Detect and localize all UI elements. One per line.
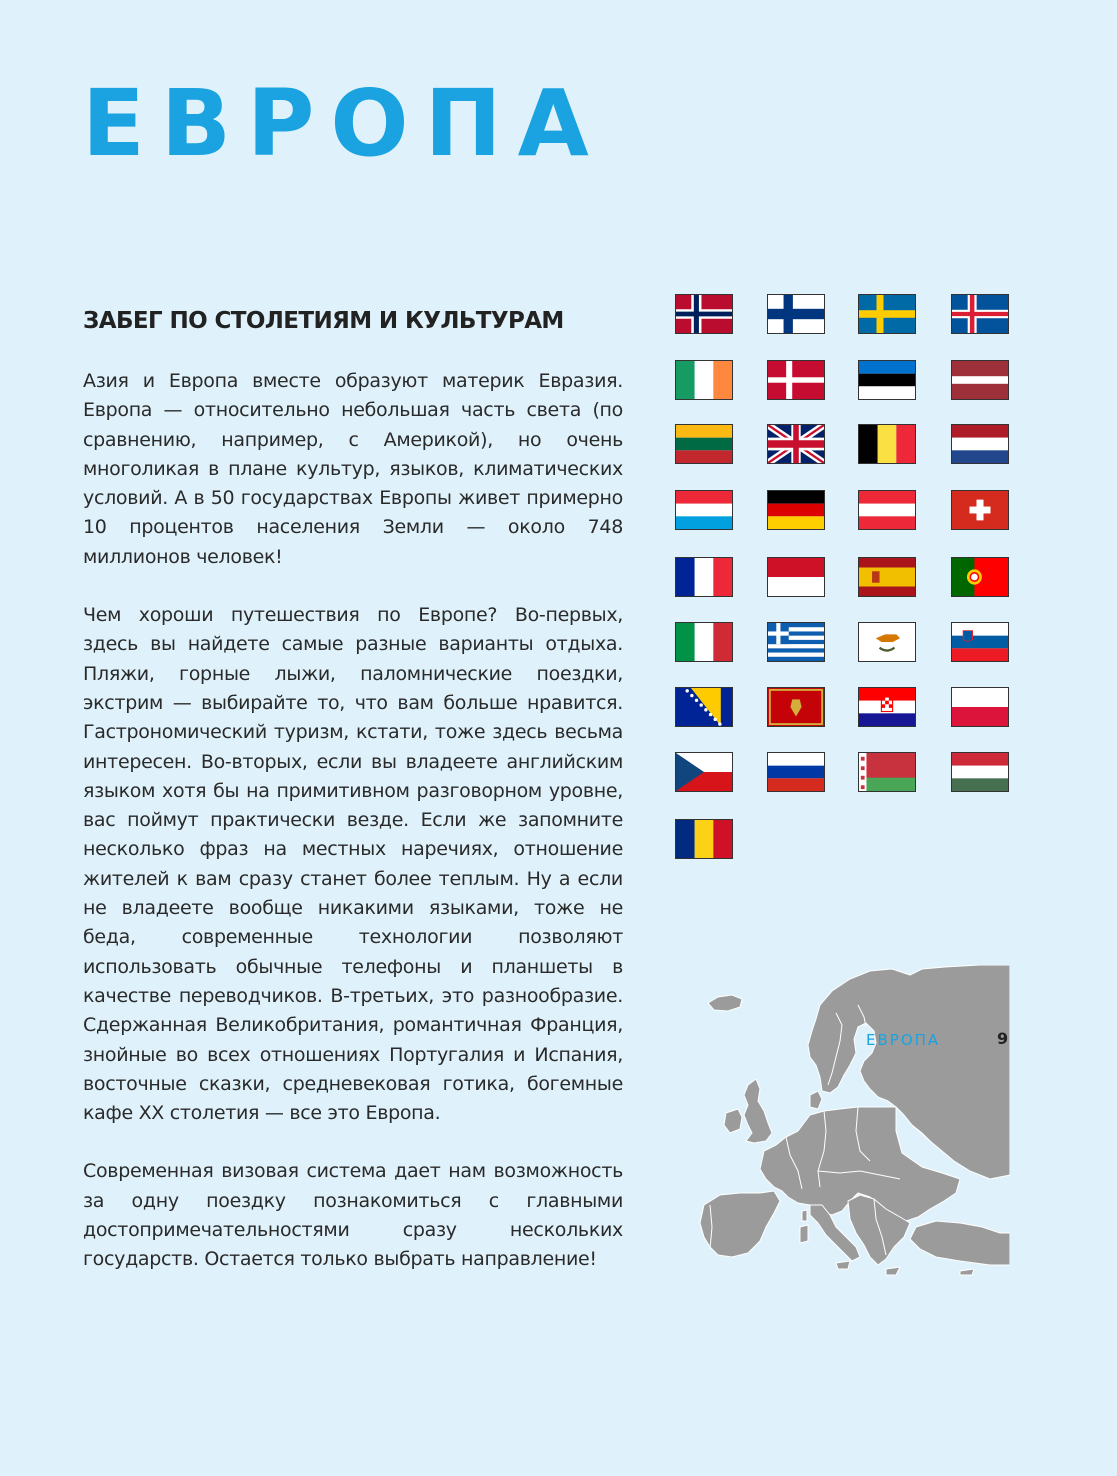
switzerland-flag bbox=[951, 490, 1009, 530]
hungary-flag bbox=[951, 752, 1009, 792]
luxembourg-flag bbox=[675, 490, 733, 530]
poland-flag bbox=[951, 687, 1009, 727]
iceland-flag bbox=[951, 294, 1009, 334]
italy-flag bbox=[675, 622, 733, 662]
page-title: ЕВРОПА bbox=[82, 70, 605, 177]
europe-map bbox=[660, 965, 1010, 1300]
paragraph-3: Современная визовая система дает нам возможность за одну поездку познакомиться с главными достопримечательностями сразу нескольких государств. Остается только выбрать направление! bbox=[83, 1160, 623, 1271]
russia-flag bbox=[767, 752, 825, 792]
article-body bbox=[83, 367, 623, 1304]
latvia-flag bbox=[951, 360, 1009, 400]
belarus-flag bbox=[858, 752, 916, 792]
romania-flag bbox=[675, 819, 733, 859]
estonia-flag bbox=[858, 360, 916, 400]
greece-flag bbox=[767, 622, 825, 662]
monaco-flag bbox=[767, 557, 825, 597]
bosnia-flag bbox=[675, 687, 733, 727]
footer-section-name: ЕВРОПА bbox=[866, 1031, 941, 1049]
netherlands-flag bbox=[951, 424, 1009, 464]
sweden-flag bbox=[858, 294, 916, 334]
portugal-flag bbox=[951, 557, 1009, 597]
flags-grid bbox=[675, 294, 1015, 864]
germany-flag bbox=[767, 490, 825, 530]
paragraph-1: Азия и Европа вместе образуют материк Евразия. Европа — относительно небольшая часть света (по сравнению, например, с Америкой), но очень многоликая в плане культур, языков, климатических условий. А в 50 государствах Европы живет примерно 10 процентов населения Земли — около 748 миллионов человек! bbox=[83, 370, 623, 568]
finland-flag bbox=[767, 294, 825, 334]
cyprus-flag bbox=[858, 622, 916, 662]
ireland-flag bbox=[675, 360, 733, 400]
czech-flag bbox=[675, 752, 733, 792]
lithuania-flag bbox=[675, 424, 733, 464]
paragraph-2: Чем хороши путешествия по Европе? Во-первых, здесь вы найдете самые разные варианты отдыха. Пляжи, горные лыжи, паломнические поездки, экстрим — выбирайте то, что вам больше нравится. Гастрономический туризм, кстати, тоже здесь весьма интересен. Во-вторых, если вы владеете английским языком хотя бы на примитивном разговорном уровне, вас поймут практически везде. Если же запомните несколько фраз на местных наречиях, отношение жителей к вам сразу станет более теплым. Ну а если не владеете вообще никакими языками, тоже не беда, современные технологии позволяют использовать обычные телефоны и планшеты в качестве переводчиков. В-третьих, это разнообразие. Сдержанная Великобритания, романтичная Франция, знойные во всех отношениях Португалия и Испания, восточные сказки, средневековая готика, богемные кафе XX столетия — все это Европа. bbox=[83, 604, 623, 1125]
croatia-flag bbox=[858, 687, 916, 727]
norway-flag bbox=[675, 294, 733, 334]
spain-flag bbox=[858, 557, 916, 597]
denmark-flag bbox=[767, 360, 825, 400]
france-flag bbox=[675, 557, 733, 597]
section-heading: ЗАБЕГ ПО СТОЛЕТИЯМ И КУЛЬТУРАМ bbox=[83, 308, 564, 334]
europe-map-icon bbox=[660, 965, 1010, 1300]
belgium-flag bbox=[858, 424, 916, 464]
montenegro-flag bbox=[767, 687, 825, 727]
slovenia-flag bbox=[951, 622, 1009, 662]
austria-flag bbox=[858, 490, 916, 530]
page-number: 9 bbox=[997, 1029, 1009, 1048]
united-kingdom-flag bbox=[767, 424, 825, 464]
